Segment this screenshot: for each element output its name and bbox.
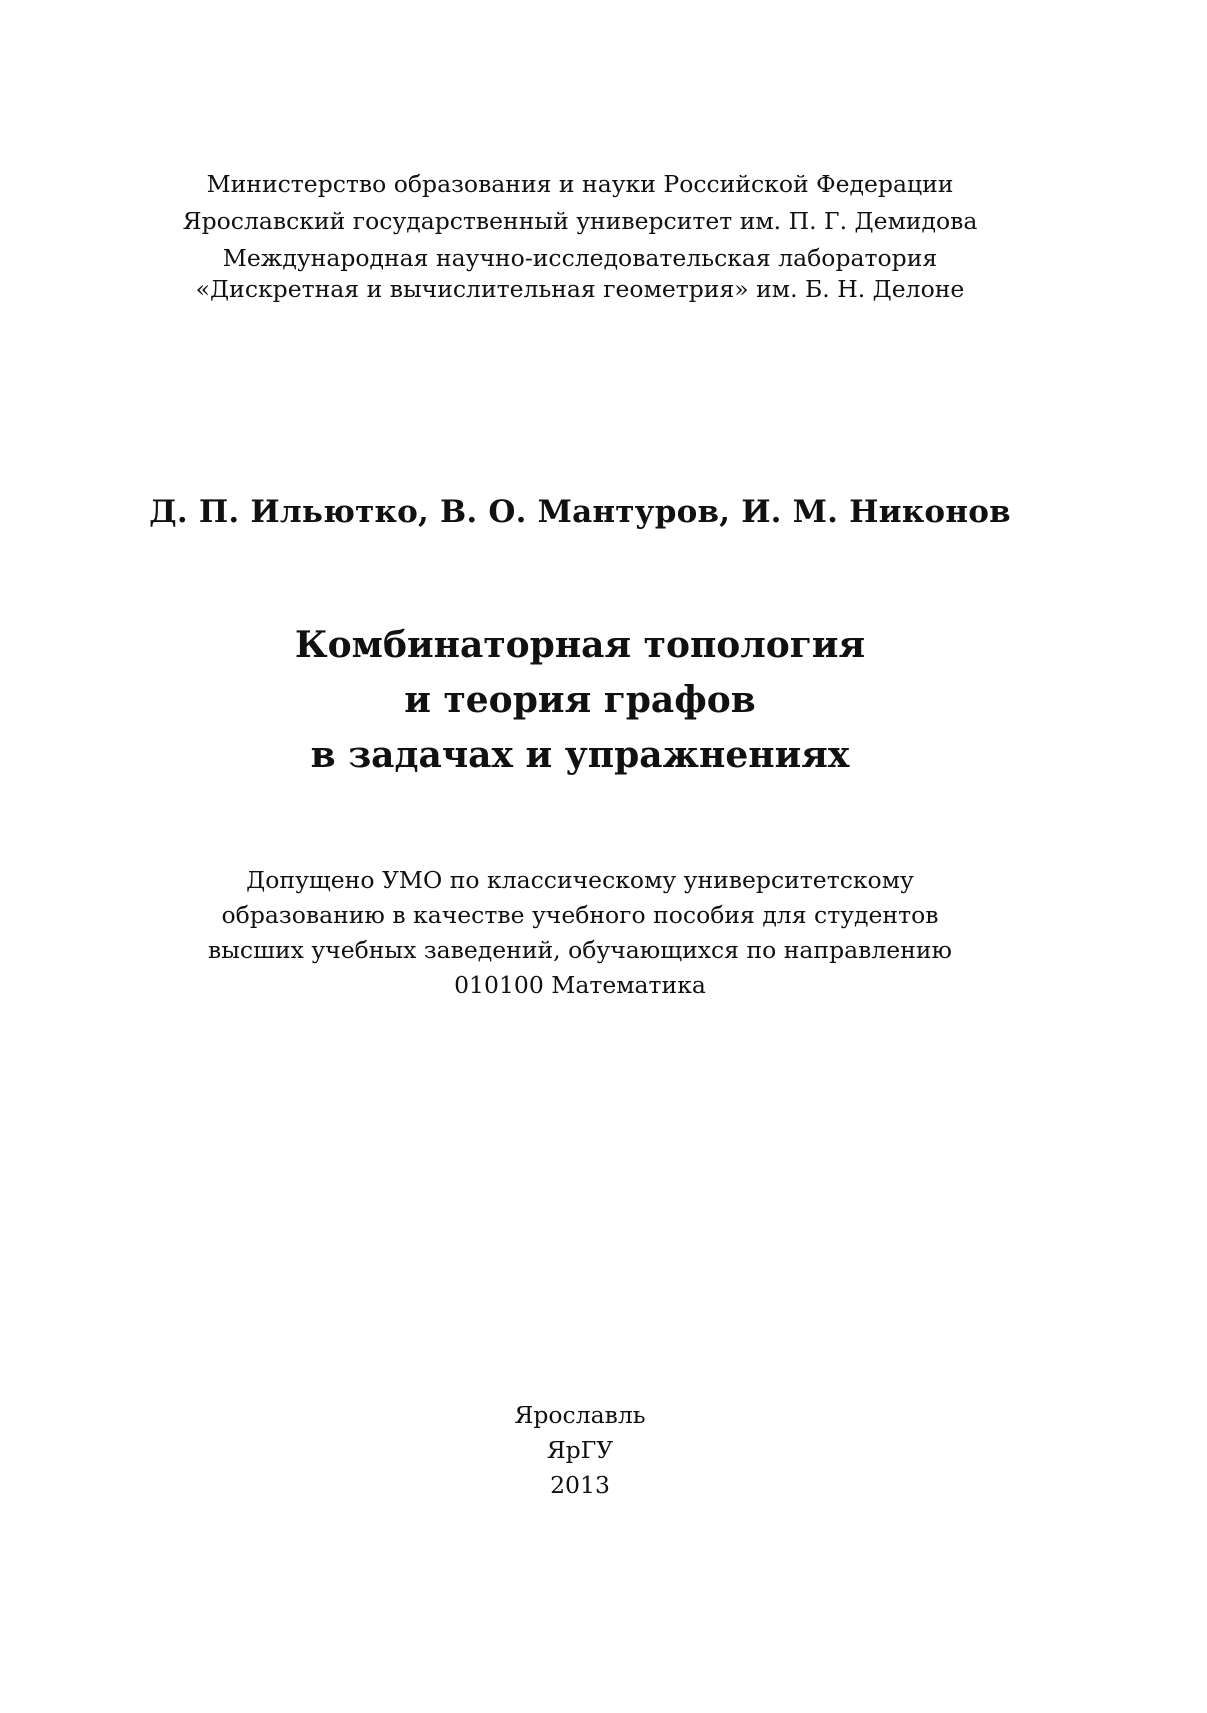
approval-line-4: 010100 Математика (454, 971, 706, 999)
title-line-3: в задачах и упражнениях (310, 734, 850, 776)
approval-line-1: Допущено УМО по классическому университетскому (246, 866, 914, 894)
book-title (0, 618, 1160, 783)
approval-note (0, 863, 1160, 1003)
approval-line-3: высших учебных заведений, обучающихся по направлению (208, 936, 952, 964)
university-line: Ярославский государственный университет им. П. Г. Демидова (182, 207, 978, 235)
laboratory-line-2: «Дискретная и вычислительная геометрия» им. Б. Н. Делоне (195, 275, 965, 303)
title-line-1: Комбинаторная топология (294, 624, 866, 666)
imprint-city: Ярославль (514, 1401, 646, 1429)
approval-line-2: образованию в качестве учебного пособия для студентов (221, 901, 939, 929)
authors (0, 492, 1160, 532)
imprint-year: 2013 (550, 1471, 610, 1499)
authors-line: Д. П. Ильютко, В. О. Мантуров, И. М. Никонов (149, 494, 1011, 530)
institution-header (0, 166, 1160, 308)
laboratory-line-1: Международная научно-исследовательская лаборатория (222, 244, 938, 272)
title-line-2: и теория графов (404, 679, 756, 721)
imprint-publisher: ЯрГУ (546, 1436, 614, 1464)
imprint (0, 1398, 1160, 1503)
ministry-line: Министерство образования и науки Российской Федерации (206, 170, 954, 198)
